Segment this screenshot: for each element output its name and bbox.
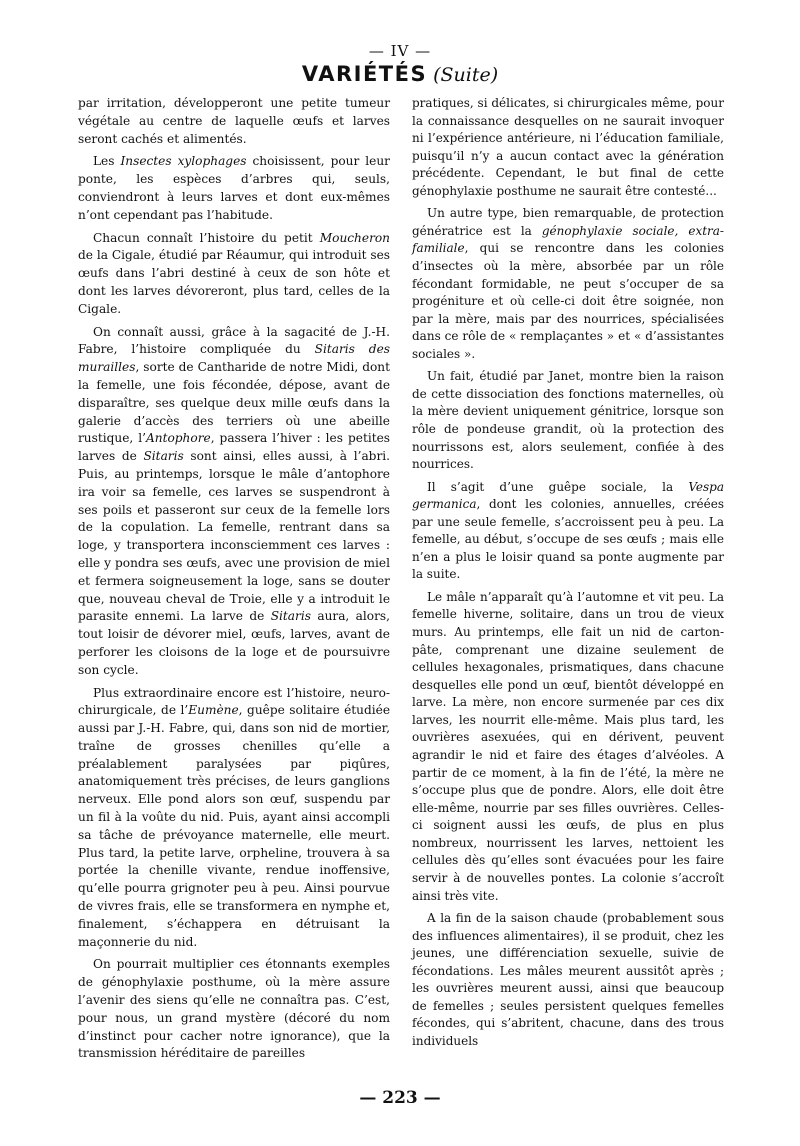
paragraph: Les Insectes xylophages choisissent, pour leur ponte, les espèces d’arbres qui, seuls, conviendront à leurs larves et dont eux-mêmes n’ont cependant pas l’habitude. xyxy=(78,154,390,222)
section-title-main: VARIÉTÉS xyxy=(301,62,428,86)
section-title xyxy=(0,62,800,86)
paragraph: On connaît aussi, grâce à la sagacité de J.-H. Fabre, l’histoire compliquée du Sitaris des murailles, sorte de Cantharide de notre Midi, dont la femelle, une fois fécondée, dépose, avant de disparaître, ses quelque deux mille œufs dans la galerie d’accès des terriers où une abeille rustique, l’Antophore, passera l’hiver : les petites larves de Sitaris sont ainsi, elles aussi, à l’abri. Puis, au printemps, lorsque le mâle d’antophore ira voir sa femelle, ces larves se suspendront à ses poils et passeront sur ceux de la femelle lors de la copulation. La femelle, rentrant dans sa loge, y transportera inconsciemment ces larves : elle y pondra ses œufs, avec une provision de miel et fermera soigneusement la loge, sans se douter que, nouveau cheval de Troie, elle y a introduit le parasite ennemi. La larve de Sitaris aura, alors, tout loisir de dévorer miel, œufs, larves, avant de perforer les cloisons de la loge et de poursuivre son cycle. xyxy=(78,324,391,677)
section-title-subtitle: (Suite) xyxy=(433,64,499,86)
paragraph: A la fin de la saison chaude (probablement sous des influences alimentaires), il se produit, chez les jeunes, une différenciation sexuelle, suivie de fécondations. Les mâles meurent aussitôt après ; les ouvrières meurent aussi, ainsi que beaucoup de femelles ; seules persistent quelques femelles fécondes, qui s’abritent, chacune, dans des trous individuels xyxy=(412,911,724,1049)
paragraph: Il s’agit d’une guêpe sociale, la Vespa germanica, dont les colonies, annuelles, créées par une seule femelle, s’accroissent peu à peu. La femelle, au début, s’occupe de ses œufs ; mais elle n’en a plus le loisir quand sa ponte augmente par la suite. xyxy=(412,479,724,582)
paragraph: Chacun connaît l’histoire du petit Moucheron de la Cigale, étudié par Réaumur, qui introduit ses œufs dans l’abri destiné à ceux de son hôte et dont les larves dévoreront, plus tard, celles de la Cigale. xyxy=(78,230,390,316)
paragraph: Plus extraordinaire encore est l’histoire, neuro-chirurgicale, de l’Eumène, guêpe solitaire étudiée aussi par J.-H. Fabre, qui, dans son nid de mortier, traîne de grosses chenilles qu’elle a préalablement paralysées par piqûres, anatomiquement très précises, de leurs ganglions nerveux. Elle pond alors son œuf, suspendu par un fil à la voûte du nid. Puis, ayant ainsi accompli sa tâche de prévoyance maternelle, elle meurt. Plus tard, la petite larve, orpheline, trouvera à sa portée la chenille vivante, rendue inoffensive, qu’elle pourra grignoter peu à peu. Ainsi pourvue de vivres frais, elle se transformera en nymphe et, finalement, s’échappera en détruisant la maçonnerie du nid. xyxy=(78,685,391,949)
paragraph: On pourrait multiplier ces étonnants exemples de génophylaxie posthume, où la mère assure l’avenir des siens qu’elle ne connaîtra pas. C’est, pour nous, un grand mystère (décoré du nom d’instinct pour cacher notre ignorance), que la transmission héréditaire de pareilles xyxy=(78,957,390,1061)
paragraph: Le mâle n’apparaît qu’à l’automne et vit peu. La femelle hiverne, solitaire, dans un trou de vieux murs. Au printemps, elle fait un nid de carton-pâte, comprenant une dizaine seulement de cellules hexagonales, prismatiques, dans chacune desquelles elle pond un œuf, bientôt développé en larve. La mère, non encore surmenée par ces dix larves, les nourrit elle-même. Mais plus tard, les ouvrières asexuées, qui en dérivent, peuvent agrandir le nid et faire des étages d’alvéoles. A partir de ce moment, à la fin de l’été, la mère ne s’occupe plus que de pondre. Alors, elle doit être elle-même, nourrie par ses filles ouvrières. Celles-ci soignent aussi les œufs, de plus en plus nombreux, nourrissent les larves, nettoient les cellules dès qu’elles sont évacuées pour les faire servir à de nouvelles pontes. La colonie s’accroît ainsi très vite. xyxy=(412,589,724,903)
roman-page-number: — IV — xyxy=(368,42,432,60)
right-column xyxy=(412,95,724,1055)
paragraph: par irritation, développeront une petite tumeur végétale au centre de laquelle œufs et larves seront cachés et alimentés. xyxy=(78,96,390,146)
left-column xyxy=(78,95,390,1068)
paragraph: pratiques, si délicates, si chirurgicales même, pour la connaissance desquelles on ne saurait invoquer ni l’expérience antérieure, ni l’éducation familiale, puisqu’il n’y a aucun contact avec la génération précédente. Cependant, le but final de cette génophylaxie posthume ne saurait être contesté... xyxy=(412,96,724,198)
page-number: — 223 — xyxy=(359,1088,441,1108)
paragraph: Un autre type, bien remarquable, de protection génératrice est la génophylaxie sociale, extra-familiale, qui se rencontre dans les colonies d’insectes où la mère, absorbée par un rôle fécondant formidable, ne peut s’occuper de sa progéniture et où celle-ci doit être soignée, non par la mère, mais par des nourrices, spécialisées dans ce rôle de « remplaçantes » et « d’assistantes sociales ». xyxy=(412,206,724,361)
paragraph: Un fait, étudié par Janet, montre bien la raison de cette dissociation des fonctions maternelles, où la mère devient uniquement génitrice, lorsque son rôle de pondeuse grandit, où la protection des nourrissons est, alors seulement, confiée à des nourrices. xyxy=(412,369,724,472)
